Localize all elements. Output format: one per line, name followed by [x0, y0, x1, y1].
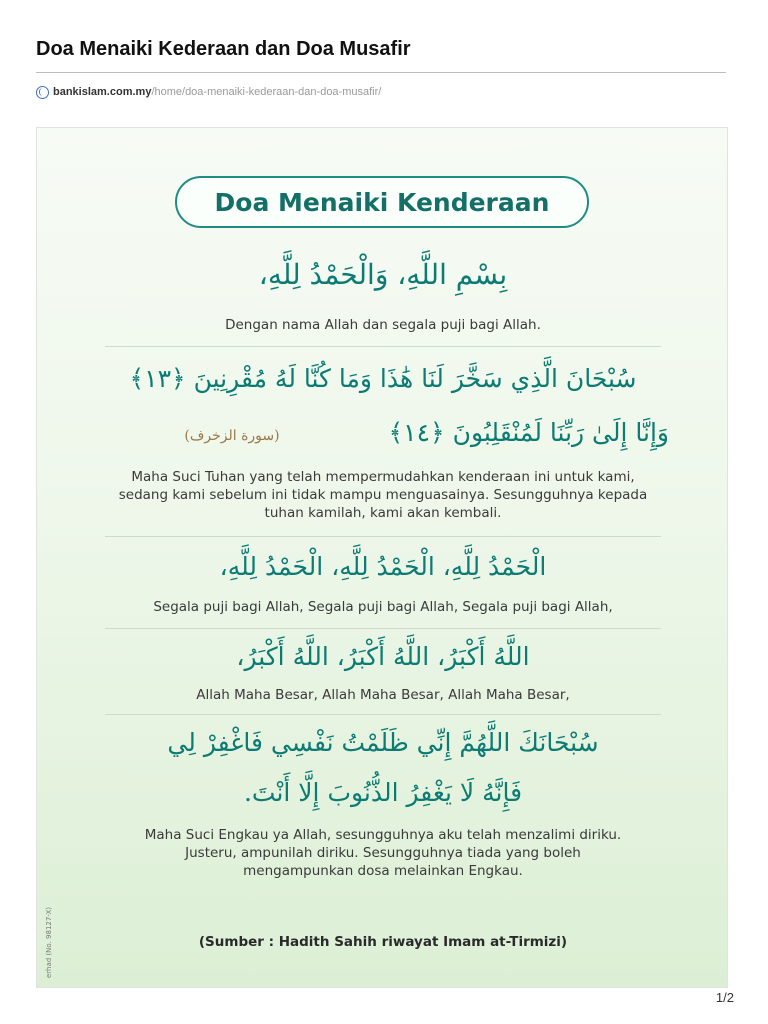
doa-poster-image	[36, 127, 728, 988]
arabic-verse-5a: سُبْحَانَكَ اللَّهُمَّ إِنِّي ظَلَمْتُ نَفْسِي فَاغْفِرْ لِي	[167, 728, 599, 757]
page-number: 1/2	[715, 990, 734, 1005]
arabic-verse-5b: فَإِنَّهُ لَا يَغْفِرُ الذُّنُوبَ إِلَّا أَنْتَ.	[243, 778, 523, 807]
globe-icon	[36, 86, 49, 99]
section-divider	[105, 346, 661, 347]
section-divider	[105, 536, 661, 537]
translation-5b: Justeru, ampunilah diriku. Sesungguhnya tiada yang boleh	[185, 845, 581, 861]
translation-3: Segala puji bagi Allah, Segala puji bagi Allah, Segala puji bagi Allah,	[153, 599, 613, 615]
translation-2c: tuhan kamilah, kami akan kembali.	[264, 505, 502, 521]
source-path[interactable]: /home/doa-menaiki-kederaan-dan-doa-musafir/	[151, 86, 382, 98]
registration-note: erhad (No. 98127-X)	[45, 906, 53, 978]
translation-5c: mengampunkan dosa melainkan Engkau.	[243, 863, 523, 879]
hadith-source: (Sumber : Hadith Sahih riwayat Imam at-Tirmizi)	[198, 934, 568, 950]
surah-reference: (سورة الزخرف)	[184, 428, 280, 444]
arabic-verse-4: اللَّهُ أَكْبَرُ، اللَّهُ أَكْبَرُ، اللَّهُ أَكْبَرُ،	[236, 642, 530, 671]
page-title: Doa Menaiki Kederaan dan Doa Musafir	[36, 38, 411, 60]
arabic-verse-1: بِسْمِ اللَّهِ، وَالْحَمْدُ لِلَّهِ،	[258, 258, 508, 291]
arabic-verse-2a: سُبْحَانَ الَّذِي سَخَّرَ لَنَا هَٰذَا وَمَا كُنَّا لَهُ مُقْرِنِينَ ﴿١٣﴾	[129, 364, 637, 393]
arabic-verse-2b: وَإِنَّا إِلَىٰ رَبِّنَا لَمُنْقَلِبُونَ ﴿١٤﴾	[388, 418, 669, 447]
translation-1: Dengan nama Allah dan segala puji bagi Allah.	[225, 317, 541, 333]
title-divider	[36, 72, 726, 73]
arabic-verse-3: الْحَمْدُ لِلَّهِ، الْحَمْدُ لِلَّهِ، الْحَمْدُ لِلَّهِ،	[219, 552, 547, 581]
section-divider	[105, 628, 661, 629]
translation-5a: Maha Suci Engkau ya Allah, sesungguhnya aku telah menzalimi diriku.	[144, 827, 622, 843]
translation-2b: sedang kami sebelum ini tidak mampu menguasainya. Sesungguhnya kepada	[118, 487, 648, 503]
source-domain[interactable]: bankislam.com.my	[53, 86, 152, 98]
section-divider	[105, 714, 661, 715]
source-link[interactable]	[36, 84, 381, 100]
translation-4: Allah Maha Besar, Allah Maha Besar, Allah Maha Besar,	[196, 687, 570, 703]
translation-2a: Maha Suci Tuhan yang telah mempermudahkan kenderaan ini untuk kami,	[131, 469, 635, 485]
poster-heading: Doa Menaiki Kenderaan	[175, 176, 589, 228]
